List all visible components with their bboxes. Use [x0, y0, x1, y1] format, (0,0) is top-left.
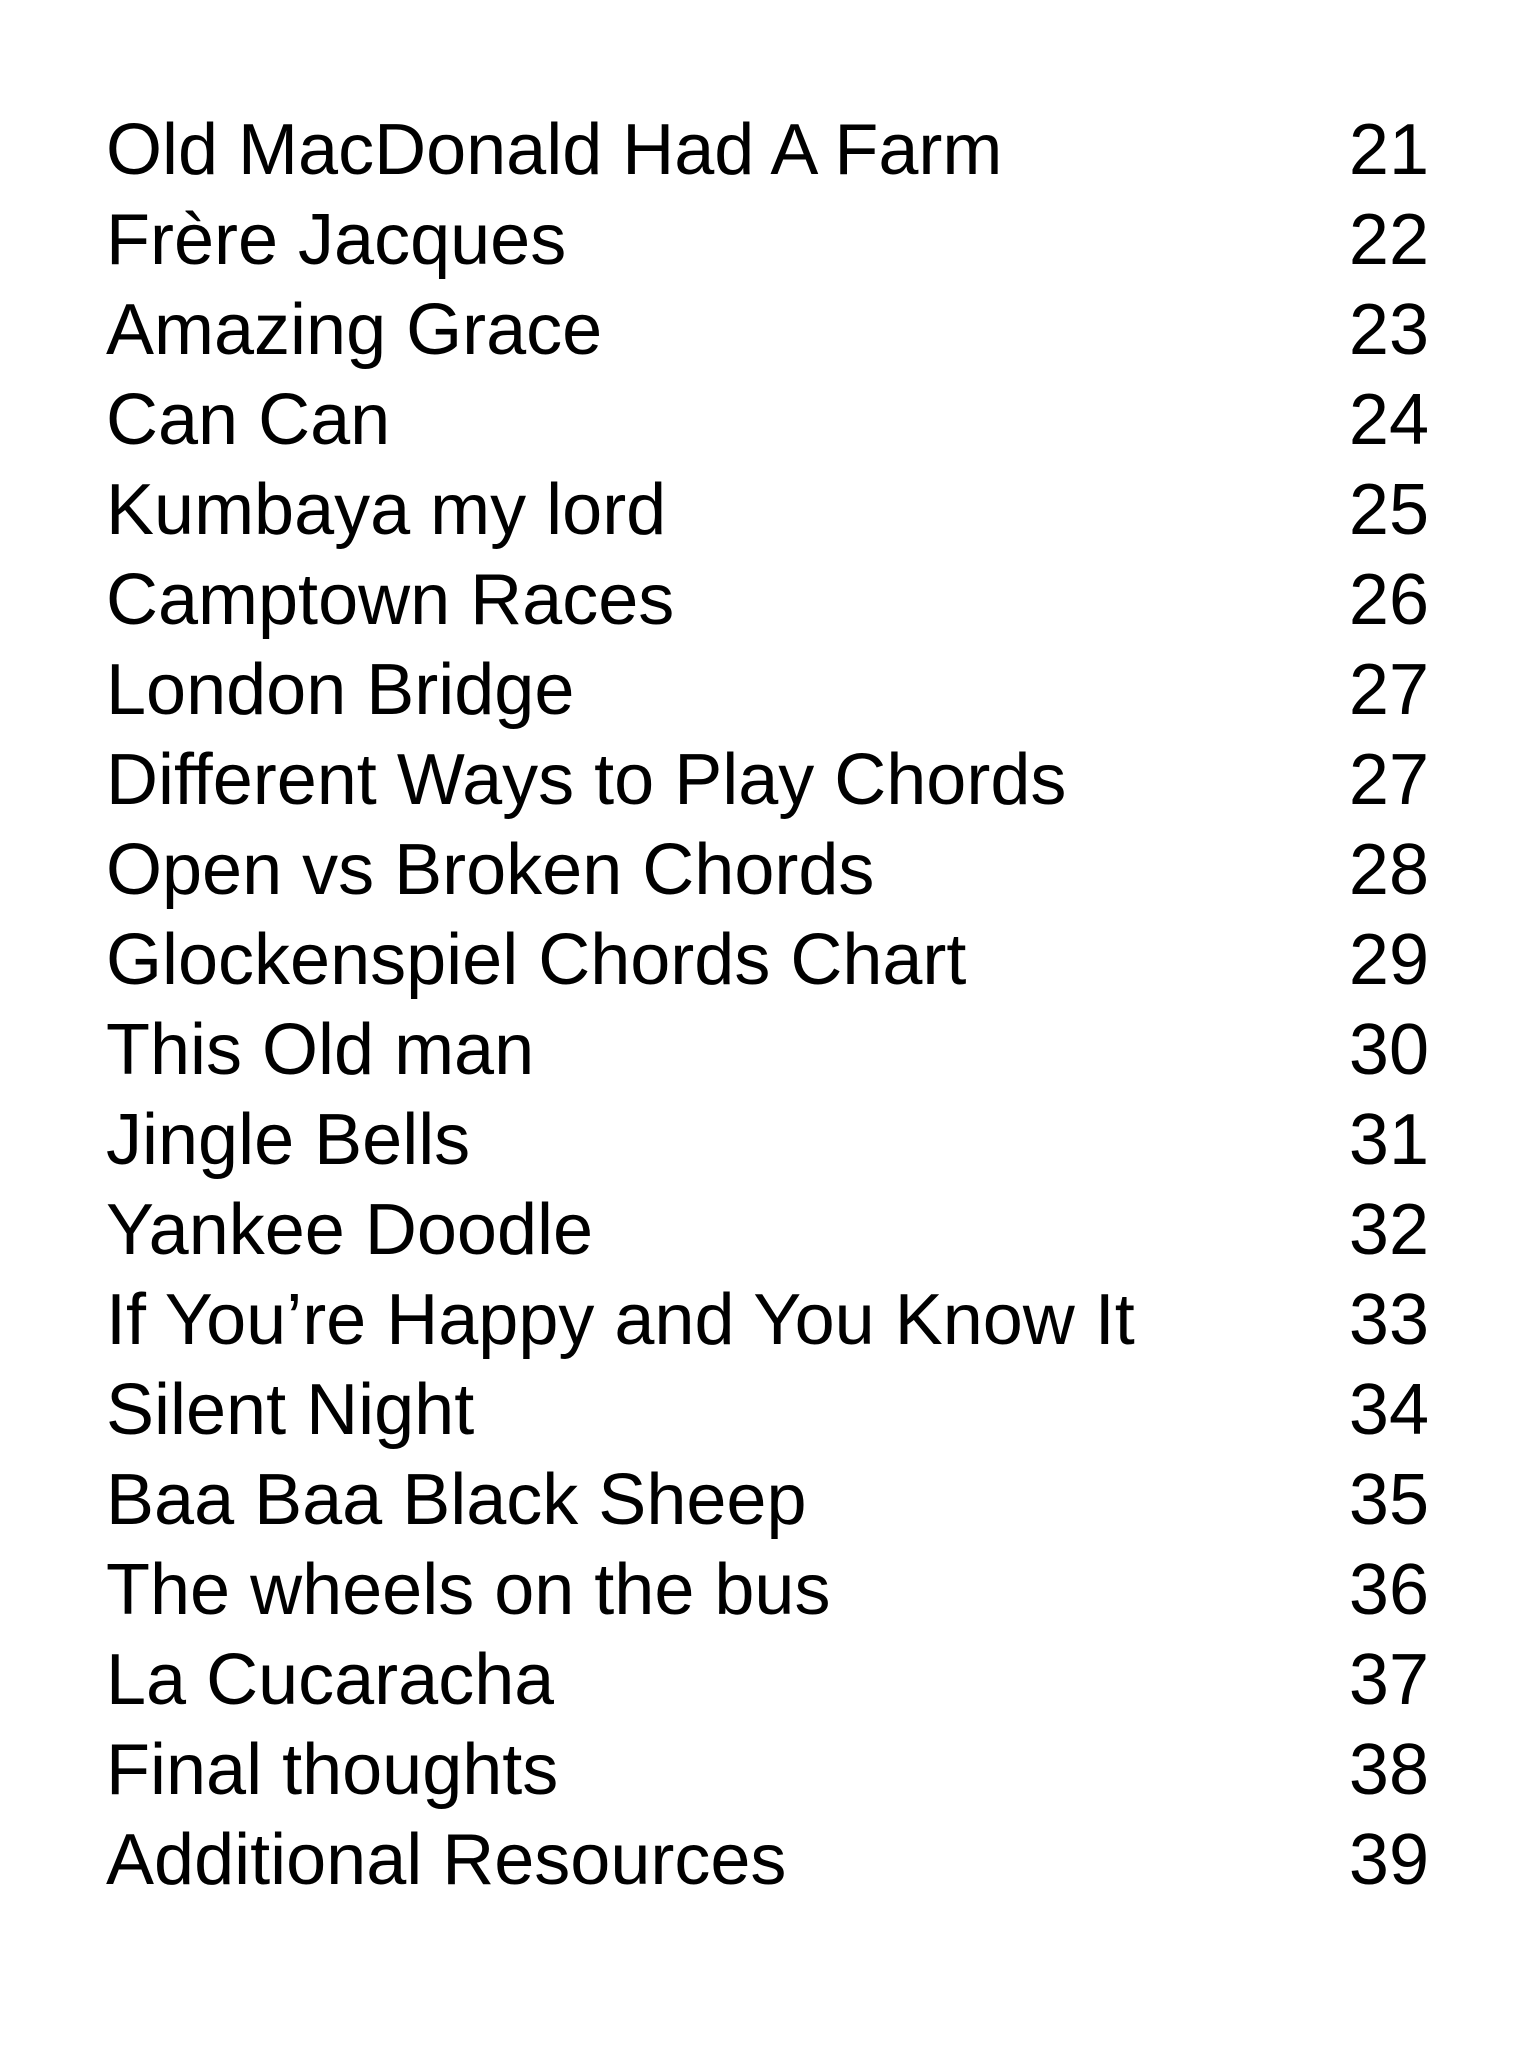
- toc-entry-page-number: 31: [1348, 1100, 1429, 1180]
- toc-entry-page-number: 29: [1348, 920, 1429, 1000]
- toc-entry-page-number: 23: [1348, 290, 1429, 370]
- toc-entry-page-number: 39: [1348, 1820, 1429, 1900]
- toc-row: [106, 1725, 1429, 1815]
- toc-entry-title: Jingle Bells: [106, 1100, 471, 1180]
- toc-row: [106, 105, 1429, 195]
- toc-entry-title: This Old man: [106, 1010, 535, 1090]
- toc-entry-title: Different Ways to Play Chords: [106, 740, 1067, 820]
- toc-entry-page-number: 24: [1348, 380, 1429, 460]
- toc-row: [106, 195, 1429, 285]
- toc-row: [106, 1545, 1429, 1635]
- toc-entry-page-number: 32: [1348, 1190, 1429, 1270]
- toc-entry-page-number: 37: [1348, 1640, 1429, 1720]
- toc-entry-title: Glockenspiel Chords Chart: [106, 920, 967, 1000]
- toc-entry-page-number: 38: [1348, 1730, 1429, 1810]
- toc-entry-page-number: 30: [1348, 1010, 1429, 1090]
- toc-entry-title: Yankee Doodle: [106, 1190, 594, 1270]
- toc-entry-title: Can Can: [106, 380, 391, 460]
- toc-entry-page-number: 27: [1348, 650, 1429, 730]
- toc-row: [106, 1365, 1429, 1455]
- toc-entry-page-number: 28: [1348, 830, 1429, 910]
- toc-entry-page-number: 22: [1348, 200, 1429, 280]
- toc-entry-title: La Cucaracha: [106, 1640, 555, 1720]
- toc-entry-title: Additional Resources: [106, 1820, 787, 1900]
- toc-row: [106, 375, 1429, 465]
- toc-entry-title: Open vs Broken Chords: [106, 830, 875, 910]
- toc-row: [106, 1005, 1429, 1095]
- toc-row: [106, 465, 1429, 555]
- toc-entry-title: Amazing Grace: [106, 290, 603, 370]
- toc-row: [106, 1815, 1429, 1905]
- toc-row: [106, 1185, 1429, 1275]
- toc-entry-page-number: 36: [1348, 1550, 1429, 1630]
- toc-entry-title: Kumbaya my lord: [106, 470, 667, 550]
- toc-row: [106, 555, 1429, 645]
- toc-entry-page-number: 25: [1348, 470, 1429, 550]
- toc-entry-title: Old MacDonald Had A Farm: [106, 110, 1003, 190]
- toc-entry-title: Camptown Races: [106, 560, 675, 640]
- toc-entry-title: If You’re Happy and You Know It: [106, 1280, 1135, 1360]
- toc-row: [106, 915, 1429, 1005]
- toc-row: [106, 1455, 1429, 1545]
- toc-entry-title: The wheels on the bus: [106, 1550, 831, 1630]
- toc-row: [106, 1275, 1429, 1365]
- toc-entry-title: Final thoughts: [106, 1730, 559, 1810]
- toc-entry-page-number: 26: [1348, 560, 1429, 640]
- toc-entry-page-number: 33: [1348, 1280, 1429, 1360]
- toc-entry-title: London Bridge: [106, 650, 575, 730]
- toc-row: [106, 825, 1429, 915]
- toc-row: [106, 1635, 1429, 1725]
- toc-row: [106, 735, 1429, 825]
- toc-entry-title: Frère Jacques: [106, 200, 567, 280]
- toc-row: [106, 645, 1429, 735]
- toc-row: [106, 1095, 1429, 1185]
- toc-entry-page-number: 21: [1348, 110, 1429, 190]
- toc-entry-page-number: 27: [1348, 740, 1429, 820]
- toc-entry-page-number: 34: [1348, 1370, 1429, 1450]
- toc-entry-title: Baa Baa Black Sheep: [106, 1460, 807, 1540]
- toc-row: [106, 285, 1429, 375]
- toc-entry-page-number: 35: [1348, 1460, 1429, 1540]
- toc-entry-title: Silent Night: [106, 1370, 475, 1450]
